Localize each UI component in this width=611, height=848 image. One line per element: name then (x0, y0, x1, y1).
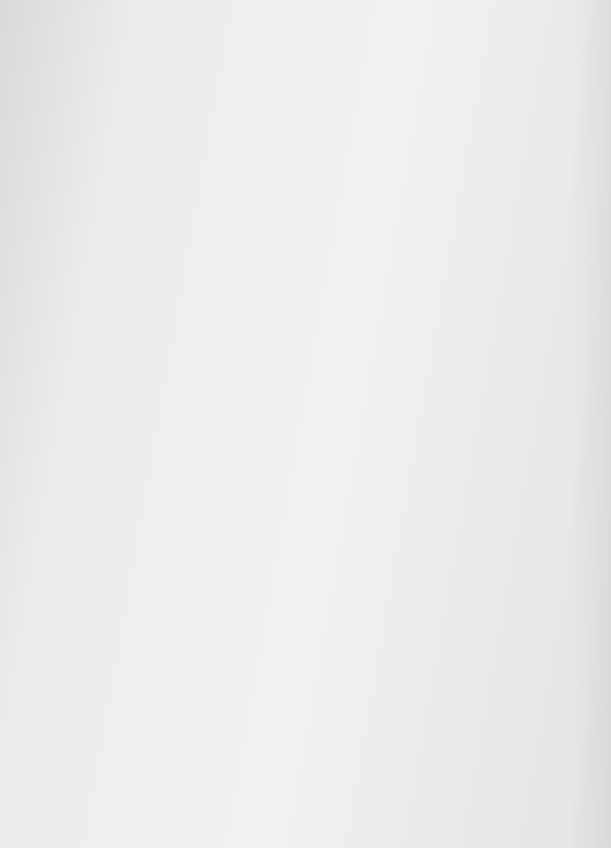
exam-content (112, 38, 552, 56)
page-shadow (571, 0, 611, 848)
